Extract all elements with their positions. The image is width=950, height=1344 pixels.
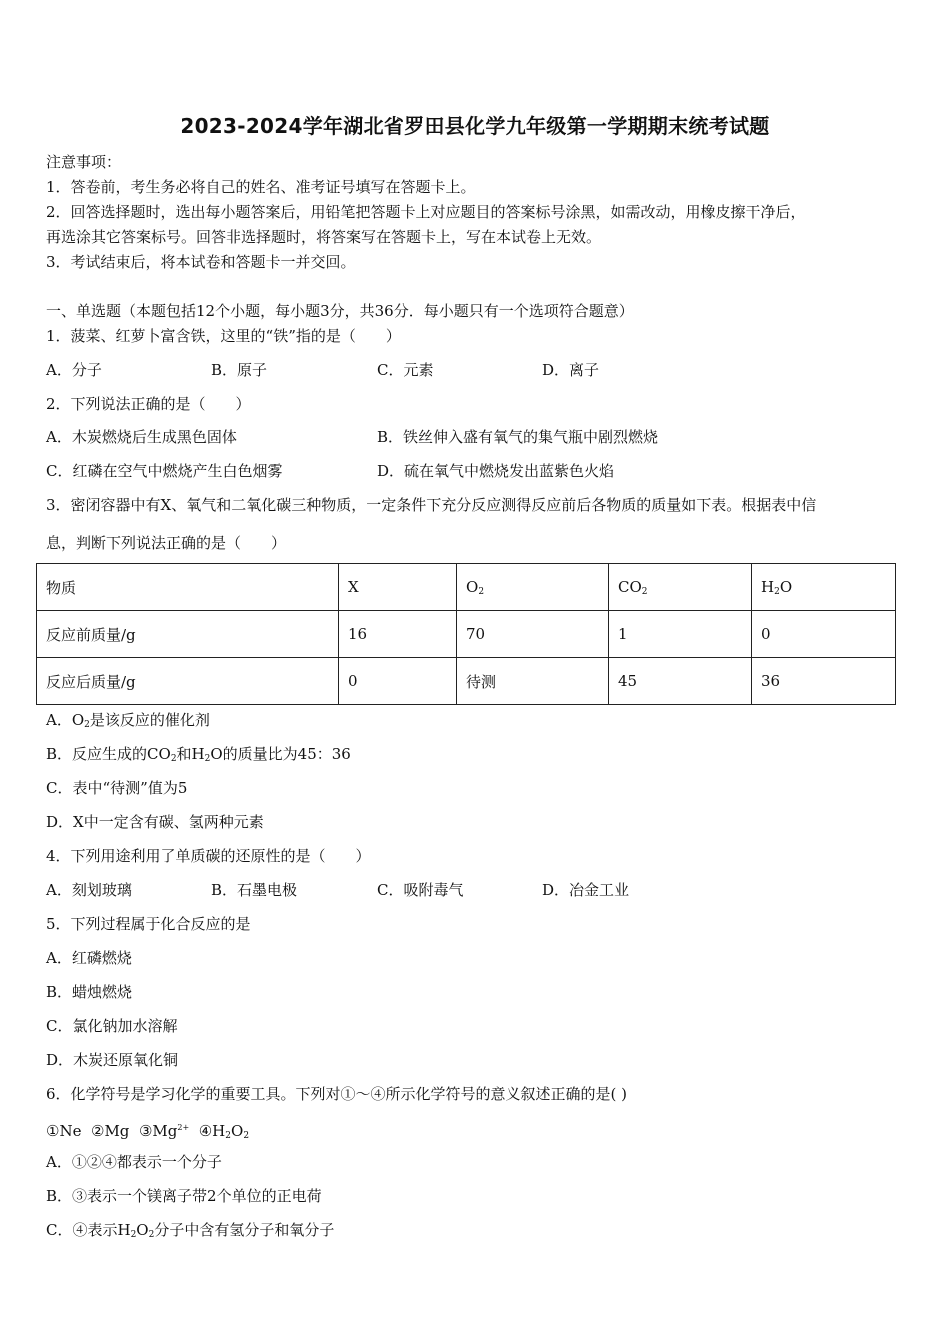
table-cell: 待测 [457,658,609,705]
notice-item-2-line-1: 2．回答选择题时，选出每小题答案后，用铅笔把答题卡上对应题目的答案标号涂黑，如需改动，用橡皮擦干净后， [46,203,806,221]
question-4-stem: 4．下列用途利用了单质碳的还原性的是（ ） [46,847,371,865]
table-cell: 16 [339,611,457,658]
q6-option-b: B．③表示一个镁离子带2个单位的正电荷 [46,1187,322,1205]
table-cell: $CO_2$ [609,564,752,611]
q2-option-d: D．硫在氧气中燃烧发出蓝紫色火焰 [377,462,615,480]
table-cell: $O_2$ [457,564,609,611]
q1-option-b: B．原子 [211,361,268,379]
question-2-stem: 2．下列说法正确的是（ ） [46,395,251,413]
table-cell: $H_2O$ [752,564,896,611]
table-cell: 1 [609,611,752,658]
table-cell: 物质 [37,564,339,611]
q5-option-d: D．木炭还原氧化铜 [46,1051,179,1069]
q4-option-a: A．刻划玻璃 [46,881,132,899]
q1-option-a: A．分子 [46,361,102,379]
table-row [37,658,896,705]
table-cell: 70 [457,611,609,658]
notice-item-3: 3．考试结束后，将本试卷和答题卡一并交回。 [46,253,356,271]
question-5-stem: 5．下列过程属于化合反应的是 [46,915,251,933]
q6-option-c: C．④表示$H_2O_2$分子中含有氢分子和氧分子 [46,1221,335,1240]
mass-table [36,563,896,705]
q3-option-b: B．反应生成的$CO_2$和$H_2O$的质量比为45：36 [46,745,351,764]
q4-option-b: B．石墨电极 [211,881,298,899]
q5-option-b: B．蜡烛燃烧 [46,983,133,1001]
q6-option-a: A．①②④都表示一个分子 [46,1153,222,1171]
question-6-stem: 6．化学符号是学习化学的重要工具。下列对①～④所示化学符号的意义叙述正确的是( ) [46,1085,628,1103]
q2-option-a: A．木炭燃烧后生成黑色固体 [46,428,237,446]
q3-option-a: A．$O_2$是该反应的催化剂 [46,711,210,730]
table-header-row [37,564,896,611]
q6-symbols: ①Ne ②Mg $③Mg^{2+}$ $④H_2O_2$ [46,1122,250,1141]
q4-option-c: C．吸附毒气 [377,881,464,899]
table-row [37,611,896,658]
table-cell: 36 [752,658,896,705]
notice-item-1: 1．答卷前，考生务必将自己的姓名、准考证号填写在答题卡上。 [46,178,476,196]
table-cell: 反应后质量/g [37,658,339,705]
q2-option-b: B．铁丝伸入盛有氧气的集气瓶中剧烈燃烧 [377,428,659,446]
q5-option-a: A．红磷燃烧 [46,949,132,967]
q5-option-c: C．氯化钠加水溶解 [46,1017,178,1035]
q2-option-c: C．红磷在空气中燃烧产生白色烟雾 [46,462,283,480]
notice-item-2-line-2: 再选涂其它答案标号。回答非选择题时，将答案写在答题卡上，写在本试卷上无效。 [46,228,602,246]
table-cell: 0 [752,611,896,658]
notice-heading: 注意事项： [46,153,122,171]
table-cell: X [339,564,457,611]
question-1-stem: 1．菠菜、红萝卜富含铁，这里的“铁”指的是（ ） [46,327,401,345]
q1-option-c: C．元素 [377,361,434,379]
question-3-stem-line-2: 息，判断下列说法正确的是（ ） [46,534,287,552]
section-heading: 一、单选题（本题包括12个小题，每小题3分，共36分．每小题只有一个选项符合题意） [46,302,634,320]
q1-option-d: D．离子 [542,361,600,379]
page-title: 2023-2024学年湖北省罗田县化学九年级第一学期期末统考试题 [180,114,770,138]
q3-option-d: D．X中一定含有碳、氢两种元素 [46,813,264,831]
question-3-stem-line-1: 3．密闭容器中有X、氧气和二氧化碳三种物质，一定条件下充分反应测得反应前后各物质的质量如下表。根据表中信 [46,496,817,514]
table-cell: 45 [609,658,752,705]
q3-option-c: C．表中“待测”值为5 [46,779,188,797]
table-cell: 反应前质量/g [37,611,339,658]
q4-option-d: D．冶金工业 [542,881,630,899]
table-cell: 0 [339,658,457,705]
